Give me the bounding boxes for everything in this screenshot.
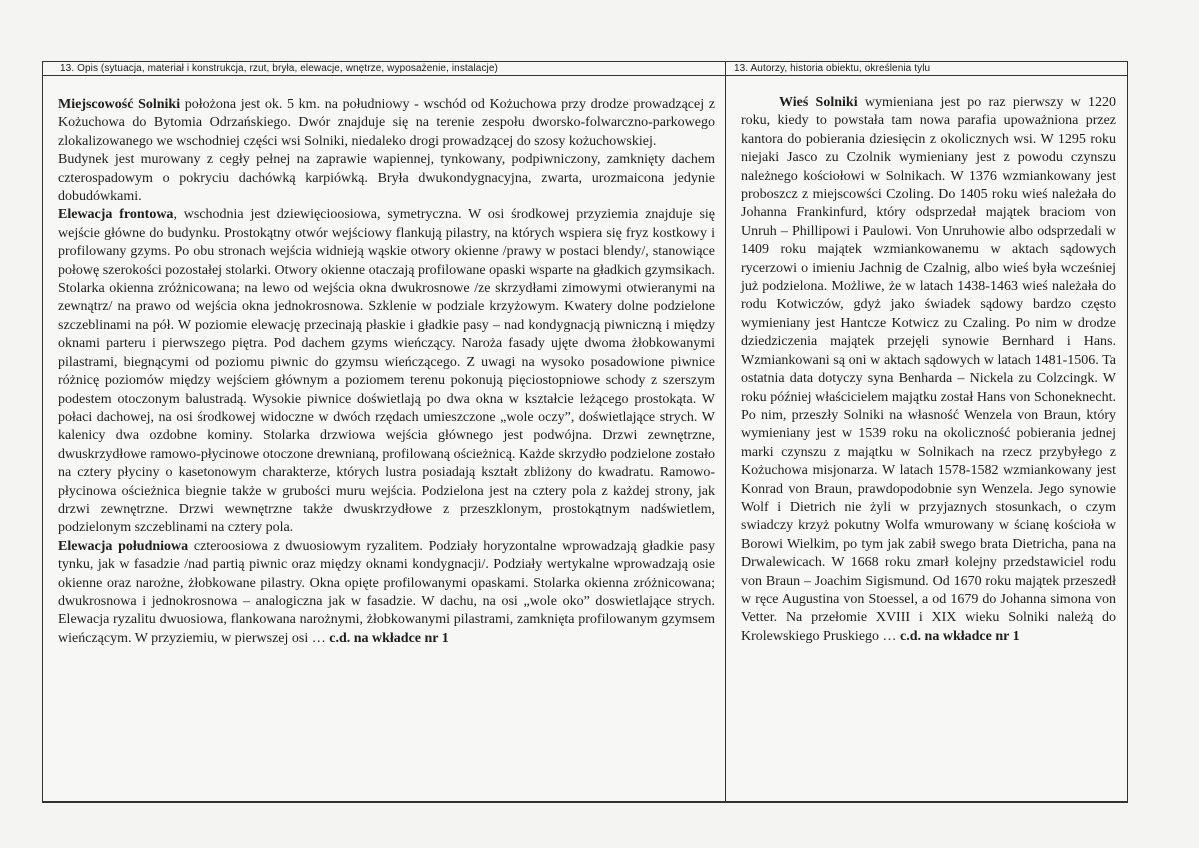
front-elevation-paragraph (58, 206, 715, 537)
history-text (726, 76, 1127, 646)
divider (43, 801, 725, 802)
history-header: 13. Autorzy, historia obiektu, określenia tylu (726, 62, 1127, 76)
history-column (726, 62, 1127, 802)
south-elevation-text: czteroosiowa z dwuosiowym ryzalitem. Podziały horyzontalne wprowadzają gładkie pasy tynku, jak w fasadzie /nad partią piwnic oraz między oknami kondygnacji/. Podziały wertykalne wprowadzają osie okienne oraz narożne, żłobkowane pilastry. Okna opięte profilowanymi opaskami. Stolarka okienna zróżnicowana; dwukrosnowa i jednokrosnowa – analogiczna jak w fasadzie. W dachu, na osi „wole oko” doswietlające strych. Elewacja ryzalitu dwuosiowa, flankowana narożnymi, żłobkowanymi pilastrami, zamknięta profilowanym gzymsem wieńczącym. W przyziemiu, w pierwszej osi … (58, 538, 715, 646)
continuation-note: c.d. na wkładce nr 1 (329, 630, 449, 646)
description-header: 13. Opis (sytuacja, materiał i konstrukcja, rzut, bryła, elewacje, wnętrze, wyposażenie, instalacje) (43, 62, 725, 76)
front-elevation-text: , wschodnia jest dziewięcioosiowa, symetryczna. W osi środkowej przyziemia znajduje się wejście główne do budynku. Prostokątny otwór wejściowy flankują pilastry, na których wspiera się fryz kostkowy i profilowany gzyms. Po obu stronach wejścia widnieją wąskie otwory okienne /prawy w postaci blendy/, stanowiące połowę szerokości pozostałej stolarki. Otwory okienne otaczają profilowane opaski wsparte na gładkich gzymsikach. Stolarka okienna zróżnicowana; na lewo od wejścia okna dwukrosnowe /ze skrzydłami zimowymi otwieranymi na zewnątrz/ na prawo od wejścia okna jednokrosnowa. Szklenie w podziale krzyżowym. Kwatery dolne podzielone szczeblinami na pół. W poziomie elewację przecinają płaskie i gładkie pasy – nad kondygnacją piwniczną i między oknami parteru i pierwszego piętra. Pod dachem gzyms wieńczący. Naroża fasady ujęte dwoma żłobkowanymi pilastrami, biegnącymi od poziomu piwnic do gzymsu wieńczącego. Z uwagi na wysoko posadowione piwnice różnicę poziomów między wejściem głównym a poziomem terenu pokonują pięciostopniowe schody z szerszym podestem otoczonym balustradą. Wysokie piwnice doświetlają po dwa okna w kształcie leżącego prostokąta. W połaci dachowej, na osi środkowej widoczne w dwóch rzędach umieszczone „wole oczy”, doświetlające strych. W kalenicy dwa ozdobne kominy. Stolarka drzwiowa wejścia głównego jest podwójna. Drzwi zewnętrzne, dwuskrzydłowe ramowo-płycinowe otoczone drewnianą, profilowaną ościeżnicą. Każde skrzydło podzielone zostało na cztery płyciny o kasetonowym charakterze, których lustra posiadają kształt zbliżony do kwadratu. Ramowo-płycinowa ościeżnica biegnie także w grubości muru wejścia. Podzielona jest na cztery pola z każdej strony, jak drzwi zewnętrzne. Drzwi wewnętrzne także dwuskrzydłowe z przeszklonym, prostokątnym nadświetlem, podzielonym szczeblinami na cztery pola. (58, 207, 716, 536)
front-elevation-heading: Elewacja frontowa (58, 207, 174, 223)
building-paragraph (58, 151, 715, 206)
continuation-note: c.d. na wkładce nr 1 (900, 628, 1020, 644)
south-elevation-heading: Elewacja południowa (58, 538, 189, 554)
description-column (43, 62, 726, 802)
divider (726, 801, 1127, 802)
location-heading: Miejscowość Solniki (58, 97, 181, 112)
south-elevation-paragraph (58, 538, 715, 648)
location-paragraph (58, 96, 715, 151)
location-text: położona jest ok. 5 km. na południowy - wschód od Kożuchowa przy drodze prowadzącej z Kożuchowa do Bytomia Odrzańskiego. Dwór znajduje się na terenie zespołu dworsko-folwarczno-parkowego zlokalizowanego we wschodniej części wsi Solniki, niedaleko drogi prowadzącej do szosy kożuchowskiej. (58, 97, 715, 149)
description-text (43, 76, 725, 648)
record-sheet (42, 61, 1128, 803)
history-heading: Wieś Solniki (779, 95, 858, 110)
history-paragraph (741, 94, 1116, 646)
history-body: wymieniana jest po raz pierwszy w 1220 roku, kiedy to powstała tam nowa parafia upoważniona przez kantora do pobierania dziesięcin z okolicznych wsi. W 1295 roku niejaki Jasco zu Czolnik wymieniany jest z powodu czynszu należnego kościołowi w Solnikach. W 1376 wzmiankowany jest proboszcz z miejscowści Czoling. Do 1405 roku wieś należała do Johanna Frankinfurd, który odsprzedał majątek braciom von Unruh – Phillipowi i Paulowi. Von Unruhowie albo odsprzedali w 1409 roku majątek wzmiankowanemu w aktach sądowych rycerzowi o imieniu Jachnig de Czalnig, albo wieś była wcześniej już podzielona. Możliwe, że w latach 1438-1463 wieś należała do rodu Kotwiczów, gdyż jako świadek sądowy bardzo często wymieniany jest Hantcze Kotwicz zu Czaling. Po nim w drodze dziedziczenia majątek przejęli synowie Bernhard i Hans. Wzmiankowani są oni w aktach sądowych w latach 1481-1506. Ta ostatnia data dotyczy syna Benharda – Nickela zu Colzcingk. W roku później właścicielem majątku został Hans von Schoneknecht. Po nim, przeszły Solniki na własność Wenzela von Braun, który wymieniany jest w 1539 roku na okoliczność pobierania jednej marki czynszu z majątku w Solnikach na rzecz przybyłego z Kożuchowa misjonarza. W latach 1578-1582 wzmiankowany jest Konrad von Braun, prawdopodobnie syn Wenzela. Jego synowie Wolf i Dietrich nie żyli w przyjaznych stosunkach, o czym swiadczy krzyż pokutny Wolfa wmurowany w ścianę kościoła w Borowi Wielkim, po tym jak zabił swego brata Dietricha, pana na Drwalewicach. W 1668 roku zmarł kolejny przedstawiciel rodu von Braun – Joachim Sigismund. Od 1670 roku majątek przeszedł w ręce Augustina von Stoessel, a od 1679 do Johanna simona von Vetter. Na przełomie XVIII i XIX wieku Solniki należą do Krolewskiego Pruskiego … (741, 95, 1116, 644)
building-text: Budynek jest murowany z cegły pełnej na zaprawie wapiennej, tynkowany, podpiwniczony, zamknięty dachem czterospadowym o pokryciu dachówką karpiówką. Bryła dwukondygnacyjna, zwarta, urozmaicona jedynie dobudówkami. (58, 152, 715, 205)
